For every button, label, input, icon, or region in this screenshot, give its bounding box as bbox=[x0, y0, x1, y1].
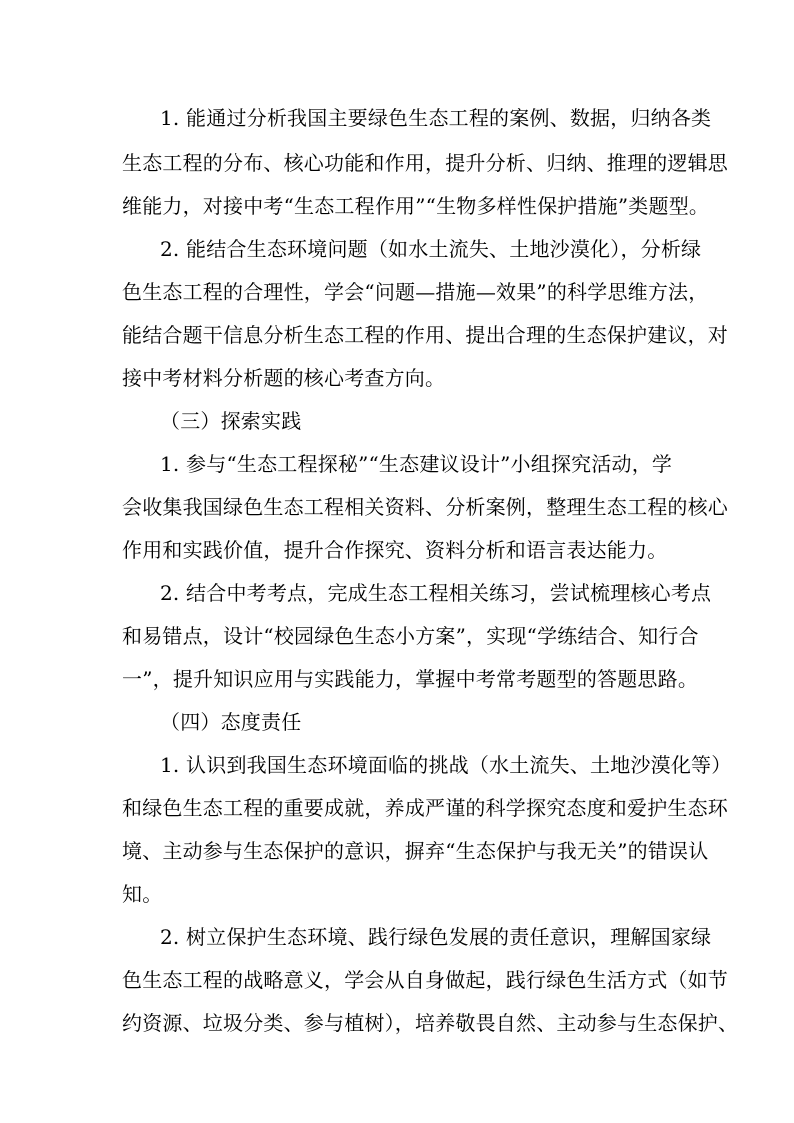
text-line: 1. 参与“生态工程探秘”“生态建议设计”小组探究活动，学 bbox=[160, 452, 673, 476]
text-line: 2. 能结合生态环境问题（如水土流失、土地沙漠化），分析绿 bbox=[160, 237, 702, 261]
text-line: 知。 bbox=[122, 882, 163, 906]
text-line: 接中考材料分析题的核心考查方向。 bbox=[122, 366, 446, 390]
text-line: 境、主动参与生态保护的意识，摒弃“生态保护与我无关”的错误认 bbox=[122, 839, 709, 863]
text-line: 作用和实践价值，提升合作探究、资料分析和语言表达能力。 bbox=[122, 538, 668, 562]
text-line: 和绿色生态工程的重要成就，养成严谨的科学探究态度和爱护生态环 bbox=[122, 796, 728, 820]
section-heading: （三）探索实践 bbox=[160, 409, 302, 433]
text-line: 色生态工程的合理性，学会“问题—措施—效果”的科学思维方法， bbox=[122, 280, 709, 304]
section-heading: （四）态度责任 bbox=[160, 710, 302, 734]
text-line: 生态工程的分布、核心功能和作用，提升分析、归纳、推理的逻辑思 bbox=[122, 151, 728, 175]
text-line: 和易错点，设计“校园绿色生态小方案”，实现“学练结合、知行合 bbox=[122, 624, 699, 648]
text-line: 1. 认识到我国生态环境面临的挑战（水土流失、土地沙漠化等） bbox=[160, 753, 732, 777]
text-line: 1. 能通过分析我国主要绿色生态工程的案例、数据，归纳各类 bbox=[160, 106, 712, 130]
text-line: 色生态工程的战略意义，学会从自身做起，践行绿色生活方式（如节 bbox=[122, 968, 728, 992]
text-line: 维能力，对接中考“生态工程作用”“生物多样性保护措施”类题型。 bbox=[122, 194, 710, 218]
text-line: 会收集我国绿色生态工程相关资料、分析案例，整理生态工程的核心 bbox=[122, 495, 728, 519]
text-line: 一”，提升知识应用与实践能力，掌握中考常考题型的答题思路。 bbox=[122, 667, 699, 691]
text-line: 2. 树立保护生态环境、践行绿色发展的责任意识，理解国家绿 bbox=[160, 925, 712, 949]
text-line: 能结合题干信息分析生态工程的作用、提出合理的生态保护建议，对 bbox=[122, 323, 728, 347]
text-line: 2. 结合中考考点，完成生态工程相关练习，尝试梳理核心考点 bbox=[160, 581, 712, 605]
text-line: 约资源、垃圾分类、参与植树），培养敬畏自然、主动参与生态保护、 bbox=[122, 1011, 739, 1035]
